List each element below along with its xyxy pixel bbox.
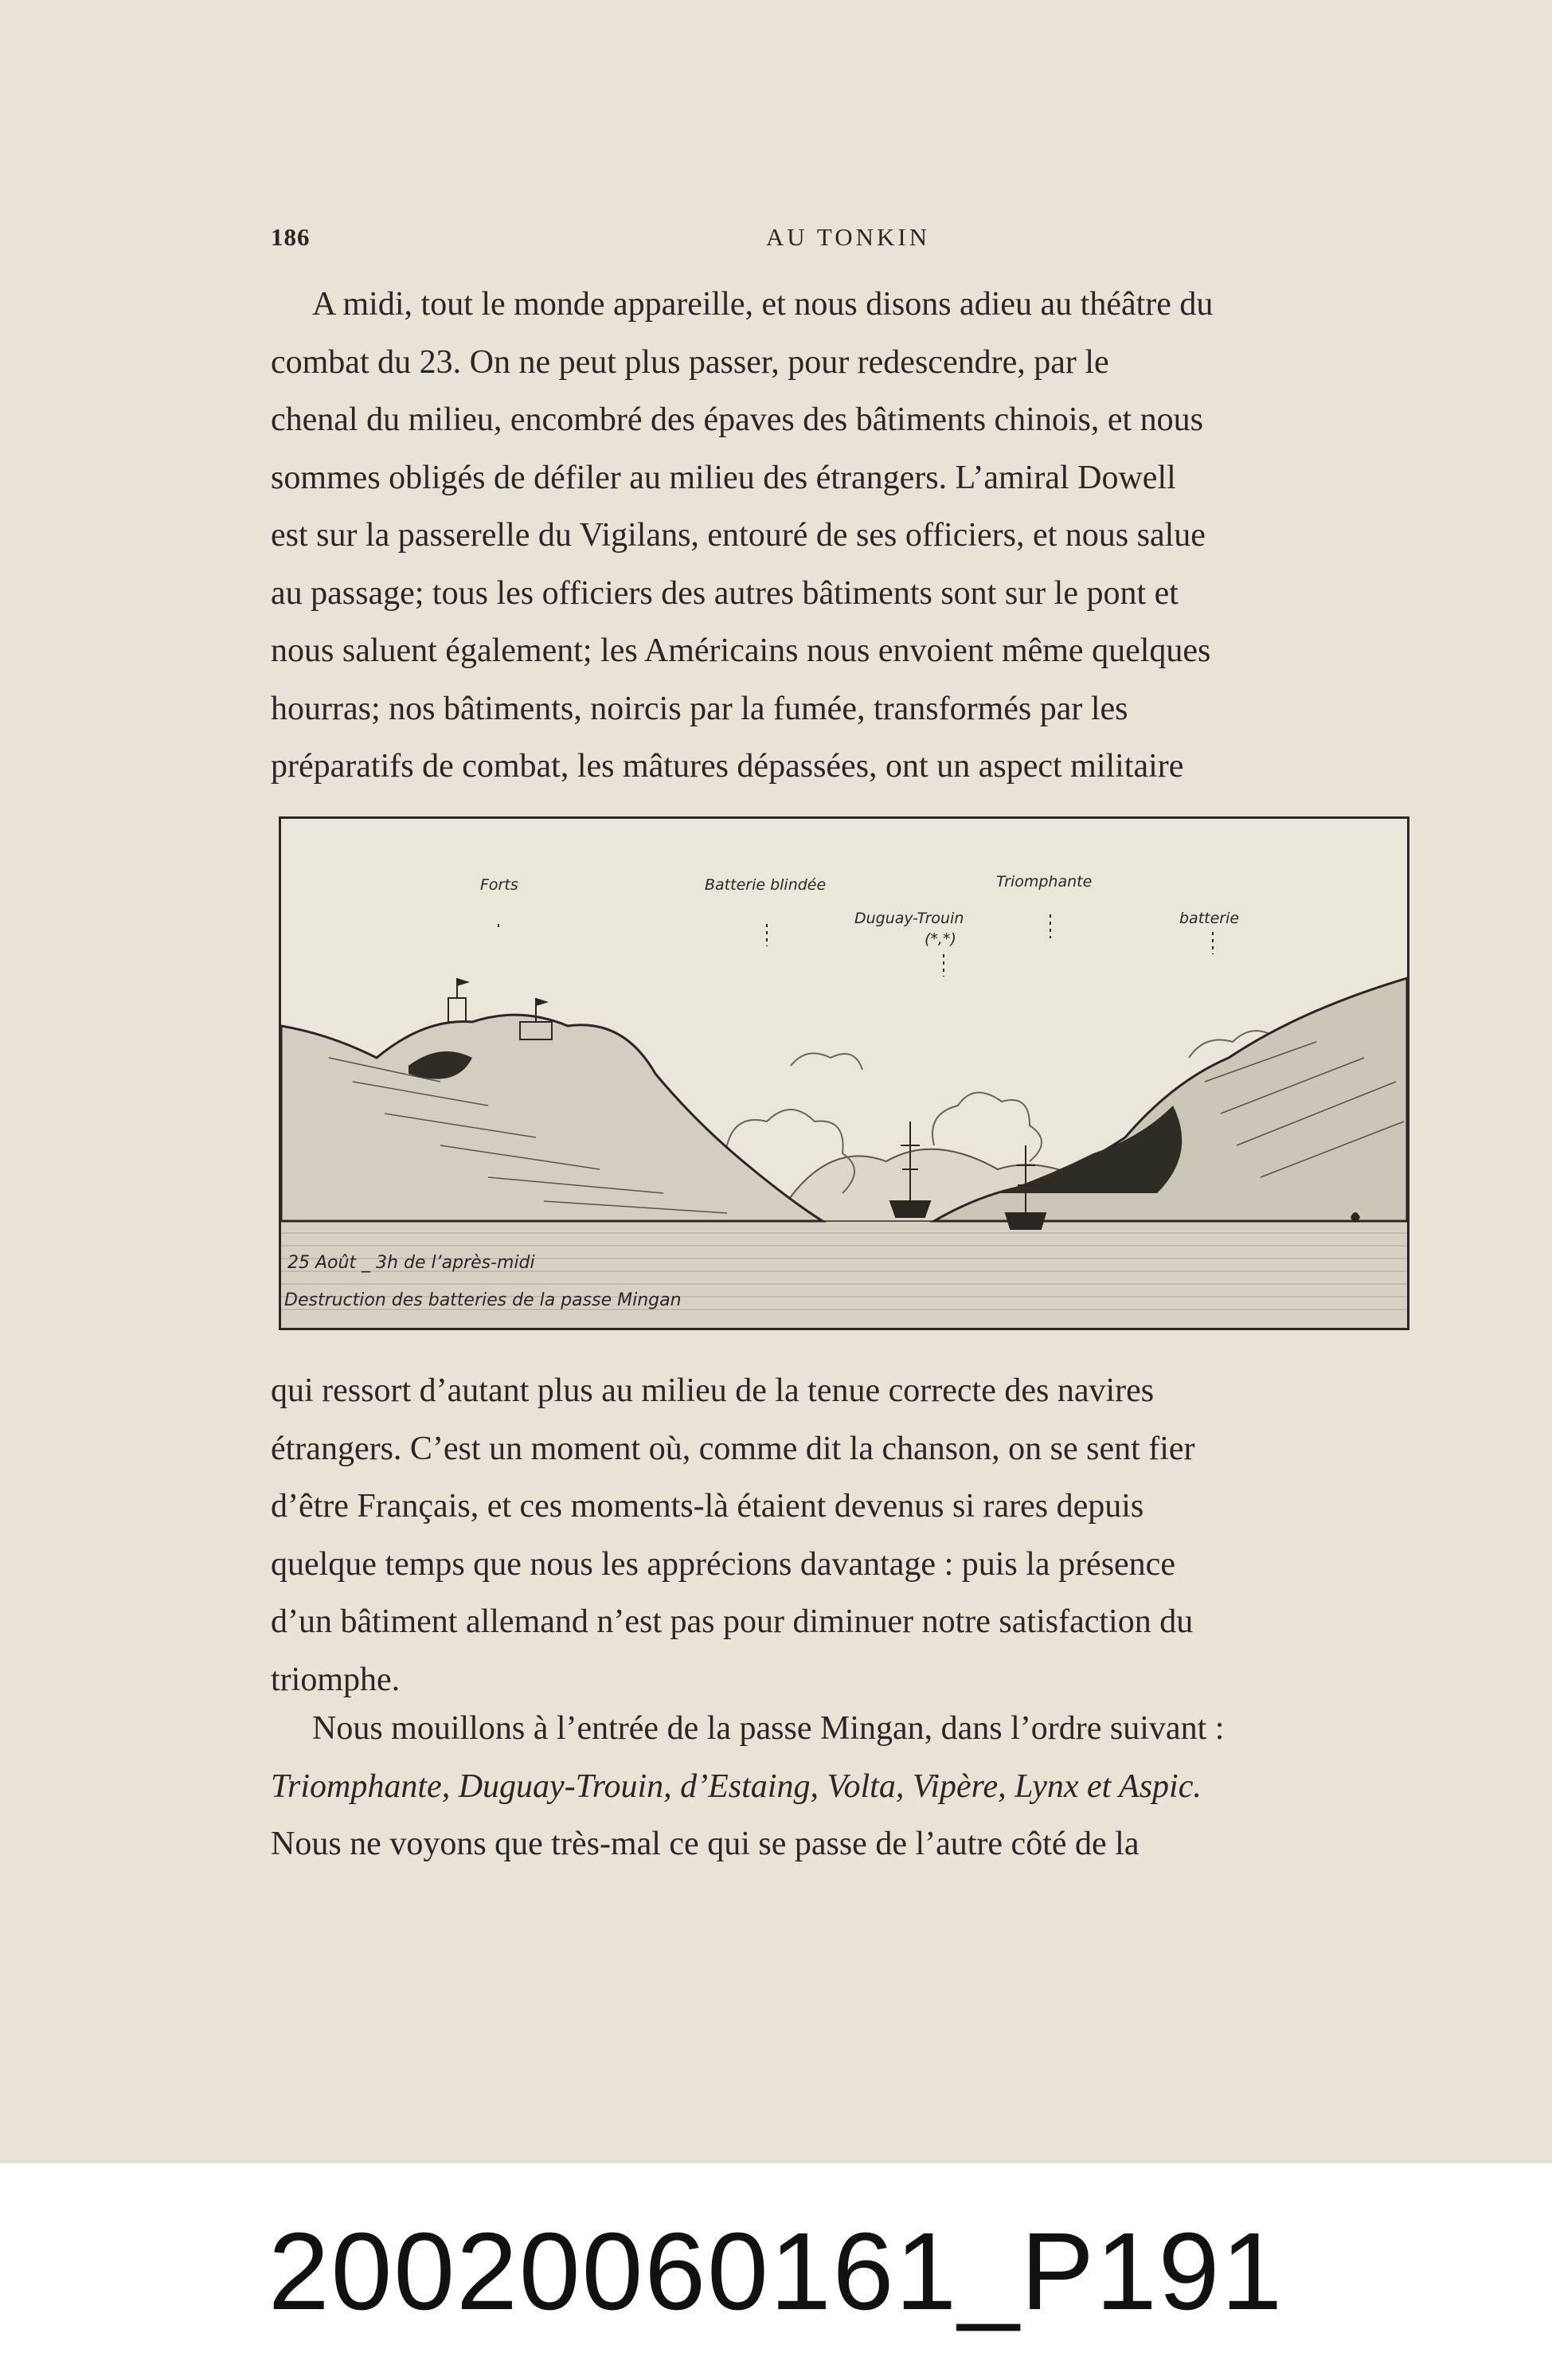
- text-line: Nous mouillons à l’entrée de la passe Mingan, dans l’ordre suivant :: [312, 1710, 1225, 1747]
- fort-tower: [448, 998, 466, 1022]
- text-line: triomphe.: [271, 1661, 401, 1698]
- figure-caption-date: 25 Août _ 3h de l’après-midi: [287, 1253, 535, 1273]
- text-line: sommes obligés de défiler au milieu des étrangers. L’amiral Dowell: [271, 459, 1176, 496]
- text-line: d’un bâtiment allemand n’est pas pour diminuer notre satisfaction du: [271, 1603, 1194, 1640]
- label-forts: Forts: [480, 876, 518, 894]
- label-batterie-blindee: Batterie blindée: [705, 876, 827, 894]
- water-surface: [281, 1221, 1407, 1328]
- text-line: qui ressort d’autant plus au milieu de la tenue correcte des navires: [271, 1372, 1155, 1409]
- text-line: A midi, tout le monde appareille, et nous disons adieu au théâtre du: [312, 286, 1214, 323]
- harbor-sketch-drawing: [281, 819, 1407, 1328]
- text-line: quelque temps que nous les apprécions davantage : puis la présence: [271, 1545, 1175, 1583]
- text-line: nous saluent également; les Américains nous envoient même quelques: [271, 632, 1211, 669]
- archive-id-label: 20020060161_P191: [0, 2163, 1552, 2380]
- running-head: [271, 223, 1425, 260]
- label-duguay-mark: (*,*): [925, 930, 956, 948]
- text-line: combat du 23. On ne peut plus passer, pour redescendre, par le: [271, 343, 1109, 381]
- text-line: Nous ne voyons que très-mal ce qui se passe de l’autre côté de la: [271, 1826, 1140, 1862]
- label-triomphante: Triomphante: [996, 873, 1093, 891]
- text-line: au passage; tous les officiers des autres bâtiments sont sur le pont et: [271, 574, 1179, 612]
- page-number: 186: [271, 223, 311, 251]
- running-title: AU TONKIN: [765, 223, 931, 251]
- text-line: hourras; nos bâtiments, noircis par la fumée, transformés par les: [271, 690, 1128, 727]
- text-line: Triomphante, Duguay-Trouin, d’Estaing, Volta, Vipère, Lynx et Aspic.: [271, 1767, 1202, 1805]
- paragraph-3: [271, 1700, 1425, 1873]
- text-line: étrangers. C’est un moment où, comme dit la chanson, on se sent fier: [271, 1430, 1195, 1467]
- paragraph-1: [271, 276, 1425, 796]
- figure-caption-title: Destruction des batteries de la passe Mingan: [284, 1290, 682, 1310]
- fort-flag: [457, 978, 470, 986]
- text-line: est sur la passerelle du Vigilans, entouré de ses officiers, et nous salue: [271, 517, 1206, 554]
- text-line: chenal du milieu, encombré des épaves des bâtiments chinois, et nous: [271, 401, 1204, 438]
- text-line: préparatifs de combat, les mâtures dépassées, ont un aspect militaire: [271, 748, 1184, 785]
- battery-flag: [536, 998, 549, 1006]
- left-headland: [281, 1015, 823, 1221]
- label-duguay-trouin: Duguay-Trouin: [854, 910, 964, 927]
- paragraph-2: [271, 1362, 1425, 1709]
- text-line: d’être Français, et ces moments-là étaient devenus si rares depuis: [271, 1488, 1144, 1525]
- harbor-sketch-figure: [279, 816, 1409, 1330]
- label-batterie: batterie: [1179, 910, 1240, 927]
